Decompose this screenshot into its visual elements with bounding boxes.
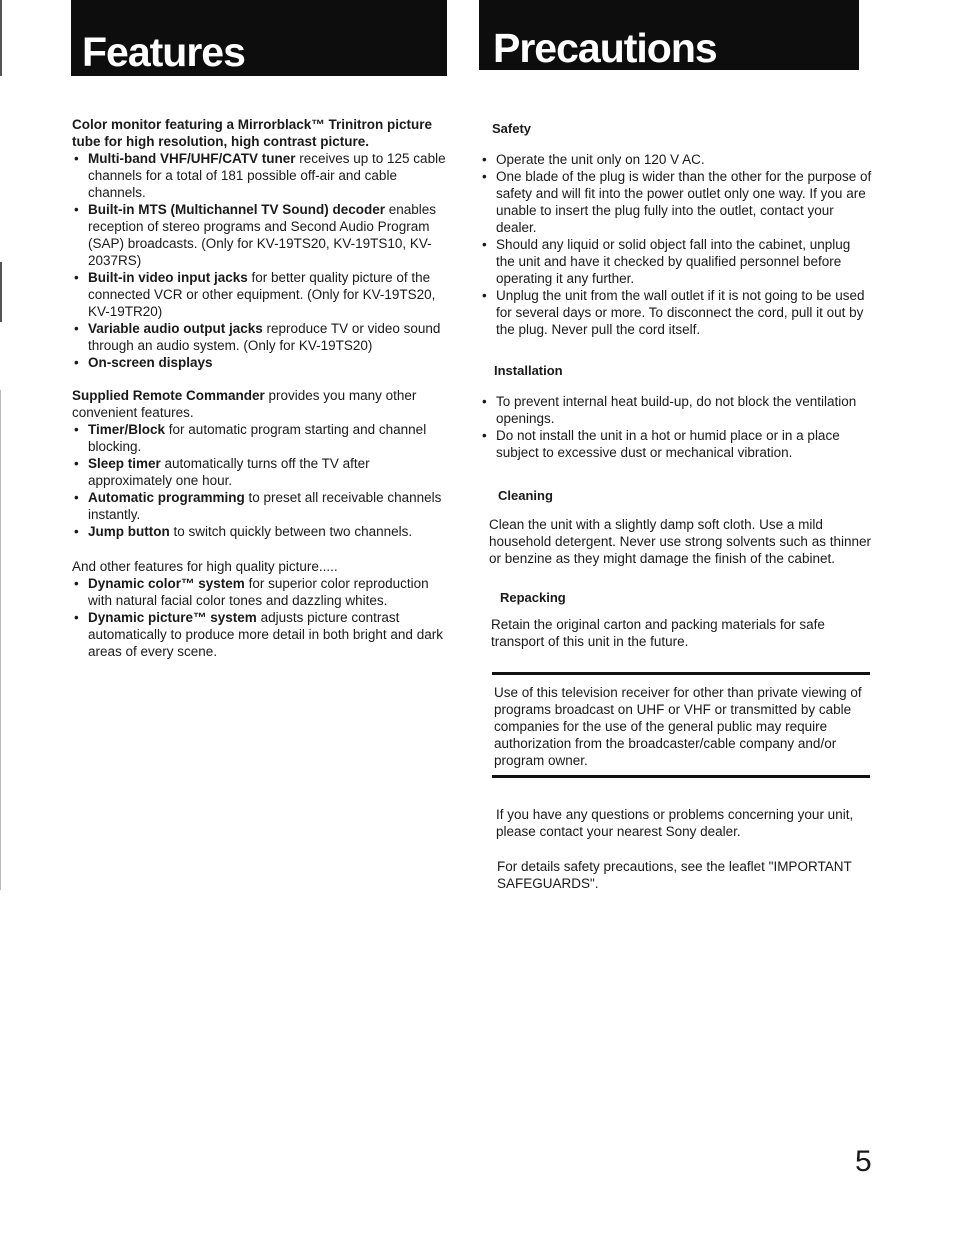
- safety-item: • Should any liquid or solid object fall into the cabinet, unplug the unit and have it checked by qualified personnel before operating it any further.: [480, 236, 872, 287]
- other-feature-item: • Dynamic picture™ system adjusts picture contrast automatically to produce more detail in both bright and dark areas of every scene.: [72, 609, 452, 660]
- notice-top-rule: [492, 672, 870, 675]
- other-features-list: [72, 575, 452, 660]
- installation-item: • To prevent internal heat build-up, do not block the ventilation openings.: [480, 393, 872, 427]
- safety-item: • Operate the unit only on 120 V AC.: [480, 151, 872, 168]
- remote-feature-item: • Automatic programming to preset all receivable channels instantly.: [72, 489, 452, 523]
- safety-item: • Unplug the unit from the wall outlet if it is not going to be used for several days or more. To disconnect the cord, pull it out by the plug. Never pull the cord itself.: [480, 287, 872, 338]
- scan-edge-mark: [0, 262, 2, 322]
- installation-heading: Installation: [494, 363, 563, 378]
- features-column: [72, 116, 452, 660]
- safety-item: • One blade of the plug is wider than the other for the purpose of safety and will fit into the power outlet only one way. If you are unable to insert the plug fully into the outlet, contact your dealer.: [480, 168, 872, 236]
- features-title: Features: [71, 0, 447, 76]
- scan-edge-mark: [0, 0, 2, 76]
- remote-feature-item: • Timer/Block for automatic program starting and channel blocking.: [72, 421, 452, 455]
- notice-text: Use of this television receiver for other than private viewing of programs broadcast on UHF or VHF or transmitted by cable companies for the use of the general public may require authorization from the broadcaster/cable company and/or program owner.: [494, 685, 862, 768]
- installation-item: • Do not install the unit in a hot or humid place or in a place subject to excessive dust or mechanical vibration.: [480, 427, 872, 461]
- questions-text: If you have any questions or problems concerning your unit, please contact your nearest Sony dealer.: [496, 807, 854, 839]
- other-feature-item: • Dynamic color™ system for superior color reproduction with natural facial color tones and dazzling whites.: [72, 575, 452, 609]
- cleaning-heading: Cleaning: [498, 488, 553, 503]
- installation-list: [480, 393, 872, 461]
- notice-bottom-rule: [492, 775, 870, 778]
- feature-item: • Variable audio output jacks reproduce TV or video sound through an audio system. (Only for KV-19TS20): [72, 320, 452, 354]
- remote-feature-item: • Jump button to switch quickly between two channels.: [72, 523, 452, 540]
- scan-edge-mark: [0, 390, 1, 890]
- remote-features-list: [72, 421, 452, 540]
- feature-item: • On-screen displays: [72, 354, 452, 371]
- precautions-title: Precautions: [479, 0, 859, 70]
- remote-feature-item: • Sleep timer automatically turns off the TV after approximately one hour.: [72, 455, 452, 489]
- repacking-text: Retain the original carton and packing materials for safe transport of this unit in the future.: [491, 617, 825, 649]
- repacking-heading: Repacking: [500, 590, 566, 605]
- feature-item: • Built-in video input jacks for better quality picture of the connected VCR or other equipment. (Only for KV-19TS20, KV-19TR20): [72, 269, 452, 320]
- cleaning-text: Clean the unit with a slightly damp soft cloth. Use a mild household detergent. Never use strong solvents such as thinner or benzine as they might damage the finish of the cabinet.: [489, 517, 871, 566]
- feature-item: • Multi-band VHF/UHF/CATV tuner receives up to 125 cable channels for a total of 181 possible off-air and cable channels.: [72, 150, 452, 201]
- safety-heading: Safety: [492, 121, 532, 136]
- remote-intro: Supplied Remote Commander provides you many other convenient features.: [72, 388, 417, 420]
- features-intro: Color monitor featuring a Mirrorblack™ Trinitron picture tube for high resolution, high contrast picture.: [72, 117, 433, 149]
- safety-list: [480, 151, 872, 338]
- other-features-intro: And other features for high quality picture.....: [72, 559, 338, 574]
- feature-item: • Built-in MTS (Multichannel TV Sound) decoder enables reception of stereo programs and Second Audio Program (SAP) broadcasts. (Only for KV-19TS20, KV-19TS10, KV-2037RS): [72, 201, 452, 269]
- details-text: For details safety precautions, see the leaflet "IMPORTANT SAFEGUARDS".: [497, 859, 852, 891]
- precautions-column: [480, 116, 872, 892]
- page-number: 5: [855, 1145, 872, 1178]
- features-list: [72, 150, 452, 371]
